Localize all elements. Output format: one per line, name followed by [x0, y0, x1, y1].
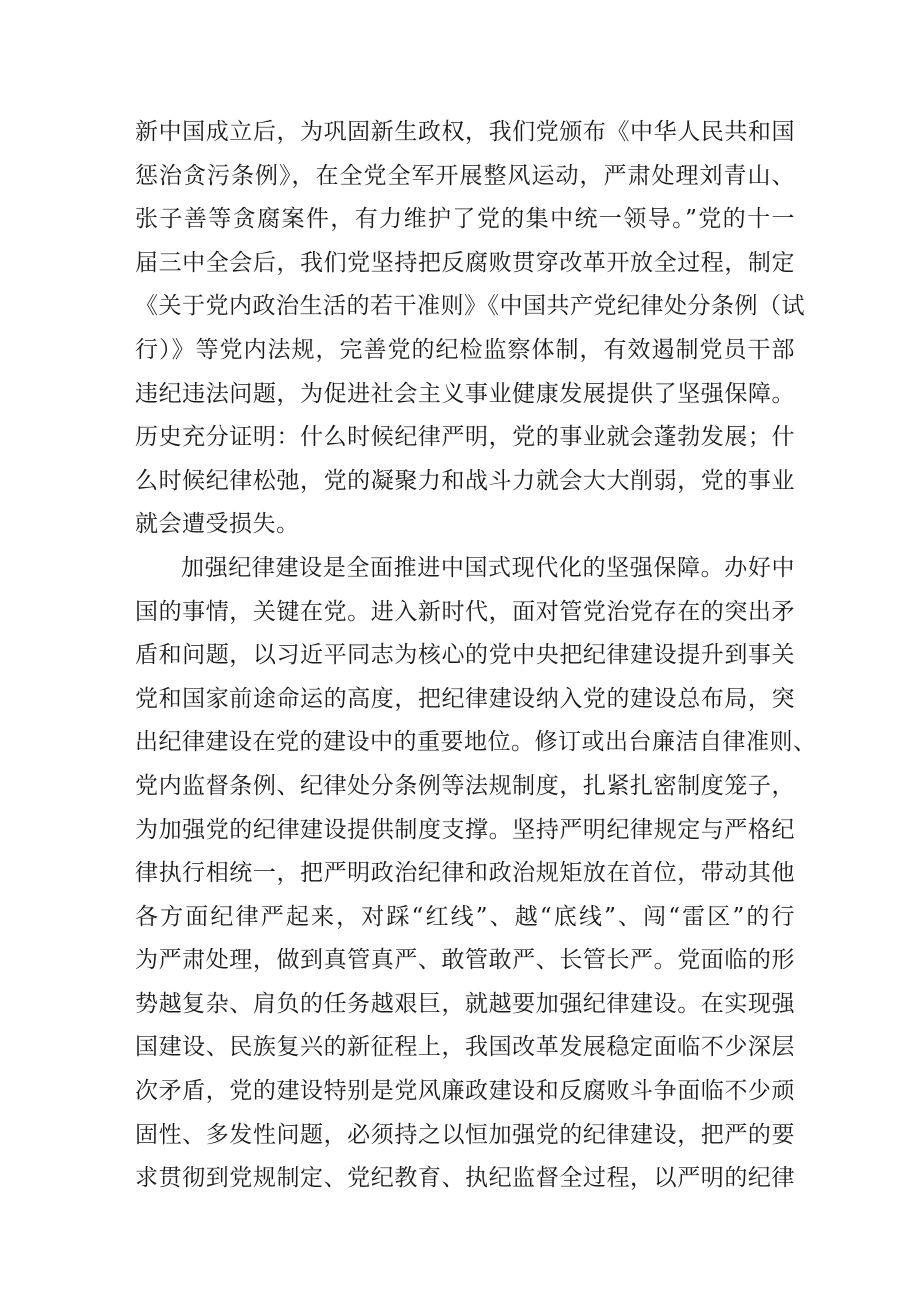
text-line: 国建设、民族复兴的新征程上，我国改革发展稳定面临不少深层: [135, 1034, 795, 1061]
text-line: 就会遭受损失。: [135, 511, 300, 538]
text-line: 次矛盾，党的建设特别是党风廉政建设和反腐败斗争面临不少顽: [135, 1078, 795, 1105]
text-line: 新中国成立后，为巩固新生政权，我们党颁布《中华人民共和国: [135, 119, 795, 145]
text-line: 惩治贪污条例》，在全党全军开展整风运动，严肃处理刘青山、: [135, 162, 795, 189]
text-line: 违纪违法问题，为促进社会主义事业健康发展提供了坚强保障。: [135, 380, 795, 407]
paragraph-2: [135, 547, 817, 1201]
text-line: 各方面纪律严起来，对踩“红线”、越“底线”、闯“雷区”的行: [135, 903, 795, 930]
paragraph-1: [135, 111, 805, 547]
text-line: 为加强党的纪律建设提供制度支撑。坚持严明纪律规定与严格纪: [135, 816, 795, 843]
text-line: 行）》等党内法规，完善党的纪检监察体制，有效遏制党员干部: [135, 336, 795, 363]
text-line: 么时候纪律松弛，党的凝聚力和战斗力就会大大削弱，党的事业: [135, 467, 795, 494]
text-line: 为严肃处理，做到真管真严、敢管敢严、长管长严。党面临的形: [135, 947, 795, 974]
text-line: 党内监督条例、纪律处分条例等法规制度，扎紧扎密制度笼子，: [135, 772, 795, 799]
text-line: 出纪律建设在党的建设中的重要地位。修订或出台廉洁自律准则、: [135, 729, 817, 756]
text-line: 盾和问题，以习近平同志为核心的党中央把纪律建设提升到事关: [135, 642, 795, 669]
text-line: 张子善等贪腐案件，有力维护了党的集中统一领导。”党的十一: [135, 206, 795, 233]
text-line: 固性、多发性问题，必须持之以恒加强党的纪律建设，把严的要: [135, 1121, 795, 1148]
text-line: 加强纪律建设是全面推进中国式现代化的坚强保障。办好中: [181, 554, 795, 581]
text-line: 国的事情，关键在党。进入新时代，面对管党治党存在的突出矛: [135, 598, 795, 625]
text-line: 《关于党内政治生活的若干准则》《中国共产党纪律处分条例（试: [135, 293, 805, 320]
text-line: 历史充分证明：什么时候纪律严明，党的事业就会蓬勃发展；什: [135, 424, 795, 451]
document-body: [135, 111, 817, 1201]
text-line: 届三中全会后，我们党坚持把反腐败贯穿改革开放全过程，制定: [135, 249, 795, 276]
text-line: 求贯彻到党规制定、党纪教育、执纪监督全过程，以严明的纪律: [135, 1165, 795, 1192]
text-line: 律执行相统一，把严明政治纪律和政治规矩放在首位，带动其他: [135, 860, 795, 887]
text-line: 势越复杂、肩负的任务越艰巨，就越要加强纪律建设。在实现强: [135, 990, 795, 1017]
text-line: 党和国家前途命运的高度，把纪律建设纳入党的建设总布局，突: [135, 685, 795, 712]
